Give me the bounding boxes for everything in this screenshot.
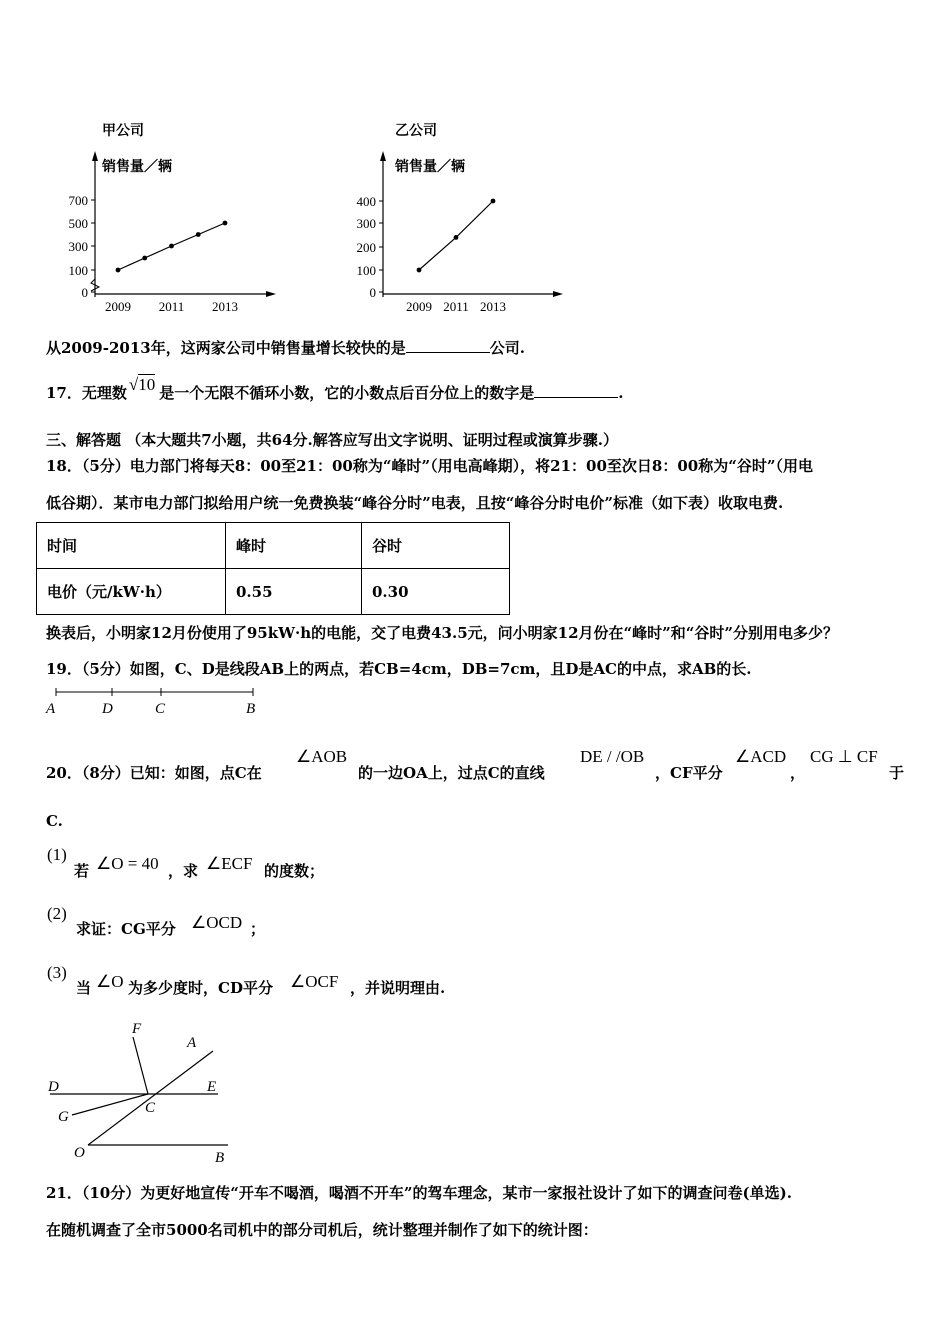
q20-sub3-t2: 为多少度时，CD平分 <box>128 979 273 997</box>
q16-answer-blank[interactable] <box>406 338 490 353</box>
chart-a-point-1 <box>142 256 147 261</box>
fig-label-c: C <box>145 1100 156 1116</box>
chart-b-xtick-label-0: 2009 <box>406 299 432 314</box>
chart-a-ytick-label-4: 0 <box>81 285 88 300</box>
chart-b <box>335 115 575 320</box>
chart-a-point-0 <box>116 268 121 273</box>
q17-end: . <box>618 384 624 402</box>
q19-text: 19．（5分）如图，C、D是线段AB上的两点，若CB=4cm，DB=7cm，且D是AC的中点，求AB的长. <box>46 660 752 678</box>
chart-a-ytick-label-1: 500 <box>68 216 88 231</box>
price-table-header-valley: 谷时 <box>362 523 510 569</box>
q20-angle-acd: ∠ACD <box>735 747 787 766</box>
label-d: D <box>102 701 113 717</box>
fig-label-d: D <box>48 1079 59 1095</box>
ray-cf <box>133 1037 148 1094</box>
chart-a-y-arrow <box>92 151 98 161</box>
q20-sub1-t3: 的度数； <box>264 862 325 880</box>
chart-a-point-4 <box>223 221 228 226</box>
q20-geometry-figure <box>40 1015 240 1170</box>
q20-sub1-m1: ∠O = 40 <box>96 854 159 873</box>
q16-text-before: 从2009-2013年，这两家公司中销售量增长较快的是 <box>46 339 406 357</box>
q20-p6: C. <box>46 812 63 830</box>
q20-sub1-t1: 若 <box>74 862 90 880</box>
chart-b-point-0 <box>417 268 422 273</box>
q20-de-parallel-ob: DE / /OB <box>580 747 645 766</box>
price-table-valley-value: 0.30 <box>362 569 510 615</box>
q16-text <box>46 337 525 358</box>
q20-sub3-m1: ∠O <box>96 972 124 991</box>
price-table-peak-value: 0.55 <box>226 569 362 615</box>
q20-sub2-t1: 求证：CG平分 <box>76 920 176 938</box>
q20-angle-aob: ∠AOB <box>296 747 348 766</box>
q20-sub3-num: (3) <box>47 963 67 982</box>
fig-label-g: G <box>58 1109 69 1125</box>
q20-sub3-t3: ，并说明理由. <box>350 979 446 997</box>
q20-p5: 于 <box>889 764 905 782</box>
chart-b-ytick-label-1: 300 <box>356 216 376 231</box>
q18-line3: 换表后，小明家12月份使用了95kW·h的电能，交了电费43.5元，问小明家12月份在“峰时”和“谷时”分别用电多少？ <box>46 624 839 642</box>
chart-b-xtick-label-2: 2013 <box>480 299 506 314</box>
chart-a <box>40 115 290 320</box>
chart-b-point-2 <box>491 199 496 204</box>
chart-b-ytick-label-4: 0 <box>369 285 376 300</box>
price-table-row <box>37 569 510 615</box>
chart-b-xtick-label-1: 2011 <box>443 299 469 314</box>
chart-a-xtick-label-1: 2011 <box>158 299 185 314</box>
q20-sub1-num: (1) <box>47 845 67 864</box>
chart-a-point-2 <box>169 244 174 249</box>
chart-a-ylabel: 销售量／辆 <box>102 160 172 175</box>
price-table-header-peak: 峰时 <box>226 523 362 569</box>
ray-oa <box>88 1051 213 1145</box>
q19-segment-figure <box>40 680 280 720</box>
q20-sub3-m2: ∠OCF <box>290 972 339 991</box>
q17-radicand: 10 <box>138 375 156 394</box>
q18-line1: 18．（5分）电力部门将每天8：00至21：00称为“峰时”（用电高峰期），将21：00至次日8：00称为“谷时”（用电 <box>46 457 813 475</box>
q17-sqrt: √10 <box>128 375 156 394</box>
q20-sub2-num: (2) <box>47 904 67 923</box>
chart-b-x-arrow <box>553 291 563 297</box>
q21-line2: 在随机调查了全市5000名司机中的部分司机后，统计整理并制作了如下的统计图： <box>46 1221 598 1239</box>
chart-a-point-3 <box>196 232 201 237</box>
label-a: A <box>46 701 56 717</box>
chart-a-ytick-label-3: 100 <box>68 263 88 278</box>
chart-a-title: 甲公司 <box>102 124 144 139</box>
fig-label-o: O <box>74 1145 85 1161</box>
q20-sub1-t2: ，求 <box>168 862 199 880</box>
chart-a-ytick-label-0: 700 <box>68 193 88 208</box>
q17-suffix: 是一个无限不循环小数，它的小数点后百分位上的数字是 <box>159 384 535 402</box>
q21-line1: 21．（10分）为更好地宣传“开车不喝酒，喝酒不开车”的驾车理念，某市一家报社设计了如下的调查问卷(单选). <box>46 1184 792 1202</box>
price-table-header-row <box>37 523 510 569</box>
price-table <box>36 522 510 615</box>
fig-label-e: E <box>207 1079 217 1095</box>
price-table-row-label: 电价（元/kW·h） <box>37 569 226 615</box>
chart-b-point-1 <box>454 235 459 240</box>
price-table-header-time: 时间 <box>37 523 226 569</box>
q20-p4: ， <box>790 764 806 782</box>
section3-heading: 三、解答题 （本大题共7小题，共64分.解答应写出文字说明、证明过程或演算步骤.） <box>46 431 618 449</box>
chart-b-ylabel: 销售量／辆 <box>395 160 465 175</box>
q17-answer-blank[interactable] <box>534 383 618 398</box>
q20-sub2-t2: ； <box>250 920 266 938</box>
q20-sub1-m2: ∠ECF <box>206 854 253 873</box>
ray-cg <box>72 1094 148 1115</box>
q18-line2: 低谷期）．某市电力部门拟给用户统一免费换装“峰谷分时”电表，且按“峰谷分时电价”标准（如下表）收取电费. <box>46 494 784 512</box>
q20-p2: 的一边OA上，过点C的直线 <box>358 764 545 782</box>
chart-b-title: 乙公司 <box>395 124 437 139</box>
q17-prefix: 17．无理数 <box>46 384 127 402</box>
chart-a-xtick-label-0: 2009 <box>105 299 131 314</box>
chart-b-ytick-label-2: 200 <box>356 240 376 255</box>
q16-text-after: 公司. <box>489 339 525 357</box>
q20-sub3-t1: 当 <box>76 979 92 997</box>
fig-label-f: F <box>132 1021 142 1037</box>
chart-b-y-arrow <box>380 151 386 161</box>
chart-b-ytick-label-0: 400 <box>356 194 376 209</box>
chart-a-ytick-label-2: 300 <box>68 239 88 254</box>
q20-p1: 20．（8分）已知：如图，点C在 <box>46 764 262 782</box>
q20-sub2-m1: ∠OCD <box>191 913 243 932</box>
q20-p3: ，CF平分 <box>655 764 723 782</box>
chart-b-ytick-label-3: 100 <box>356 263 376 278</box>
q20-cg-perp-cf: CG ⊥ CF <box>810 747 878 766</box>
q17-text <box>46 375 624 403</box>
chart-a-x-arrow <box>266 291 276 297</box>
fig-label-b: B <box>215 1150 225 1166</box>
chart-a-xtick-label-2: 2013 <box>212 299 238 314</box>
fig-label-a: A <box>187 1035 197 1051</box>
label-b: B <box>246 701 256 717</box>
label-c: C <box>155 701 166 717</box>
